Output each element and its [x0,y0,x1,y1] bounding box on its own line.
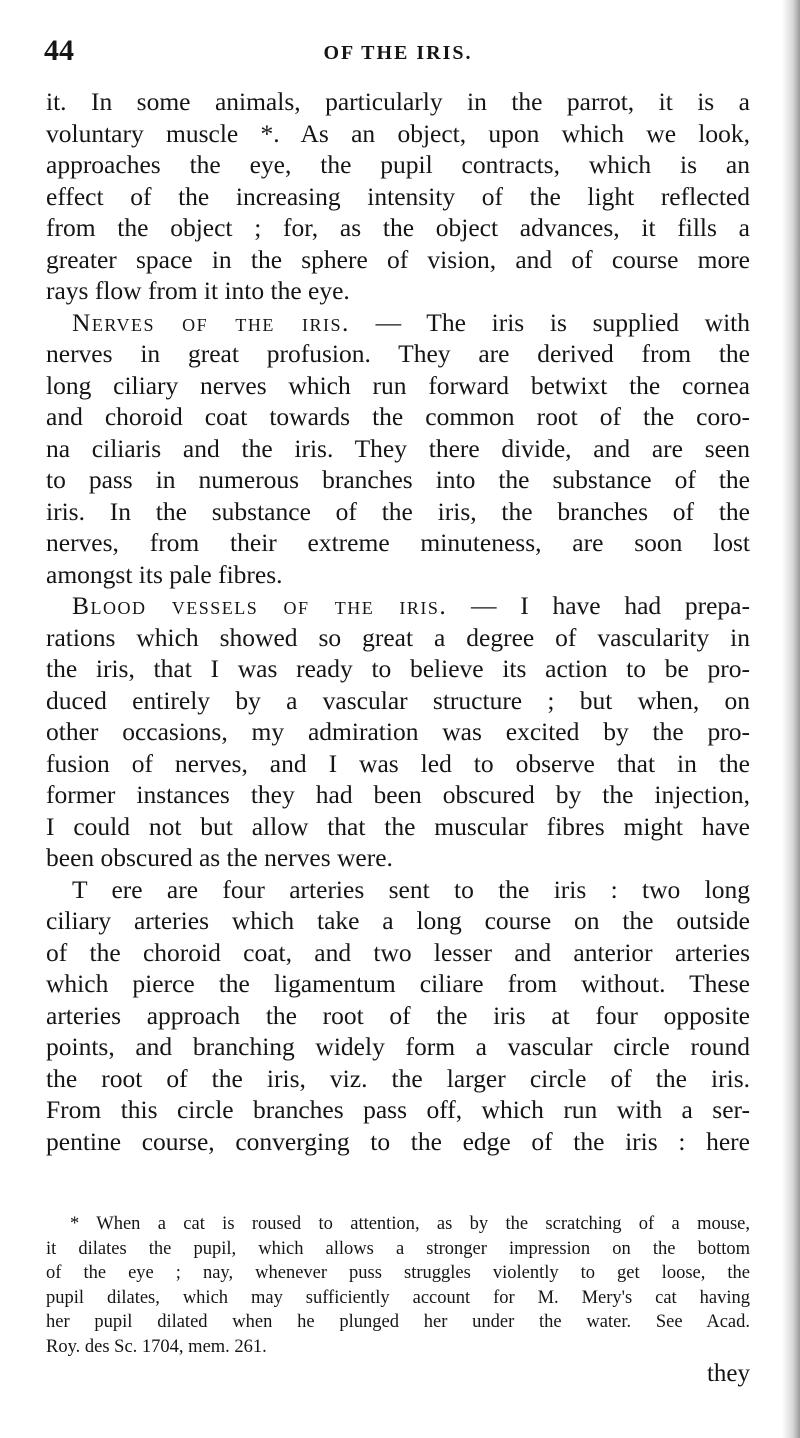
catchword: they [706,1360,750,1387]
running-head: OF THE IRIS. [323,42,473,64]
text-line: iris. In the substance of the iris, the branches of the [46,496,750,526]
text-line: pentine course, converging to the edge of the iris : here [46,1126,750,1156]
text-line: other occasions, my admiration was excited by the pro- [46,717,750,746]
text-line: nerves in great profusion. They are derived from the [46,339,750,368]
text-line: which pierce the ligamentum ciliare from without. These [46,969,750,998]
text-line: greater space in the sphere of vision, and of course more [46,244,750,274]
text-line: from the object ; for, as the object advances, it fills a [46,213,750,242]
text-line: the root of the iris, viz. the larger circle of the iris. [46,1063,750,1093]
text-line: of the choroid coat, and two lesser and anterior arteries [46,937,750,967]
text-line: to pass in numerous branches into the substance of the [46,465,750,494]
line-text: — I have had prepa- [447,591,750,620]
text-line: T ere are four arteries sent to the iris : two long [72,874,750,904]
text-line: former instances they had been obscured by the injection, [46,780,750,809]
section-heading: Nerves of the iris. [72,307,350,337]
page-number: 44 [44,34,74,67]
text-line: been obscured as the nerves were. [46,843,393,872]
text-line: nerves, from their extreme minuteness, are soon lost [46,528,750,557]
text-line: points, and branching widely form a vascular circle round [46,1032,750,1061]
text-line: ciliary arteries which take a long course on the outside [46,906,750,935]
section-heading: Blood vessels of the iris. [72,591,448,620]
footnote-line: her pupil dilated when he plunged her under the water. See Acad. [46,1312,750,1332]
text-line: the iris, that I was ready to believe its action to be pro- [46,654,750,683]
text-line: amongst its pale fibres. [46,559,283,589]
footnote-line: Roy. des Sc. 1704, mem. 261. [46,1336,267,1357]
text-line: fusion of nerves, and I was led to observe that in the [46,748,750,778]
line-text: — The iris is supplied with [349,307,751,337]
text-line [46,307,750,339]
footnote-line: of the eye ; nay, whenever puss struggles violently to get loose, the [46,1263,750,1283]
text-line: rays flow from it into the eye. [46,276,350,305]
text-line: duced entirely by a vascular structure ; but when, on [46,685,750,715]
body-text [46,86,750,1157]
text-line: long ciliary nerves which run forward betwixt the cornea [46,370,750,400]
text-line: effect of the increasing intensity of the light reflected [46,181,750,211]
text-line: approaches the eye, the pupil contracts, which is an [46,150,750,179]
text-line: na ciliaris and the iris. They there divide, and are seen [46,433,750,463]
footnote [46,1212,750,1359]
text-line: arteries approach the root of the iris at four opposite [46,1000,750,1030]
footnote-line: pupil dilates, which may sufficiently account for M. Mery's cat having [46,1287,750,1308]
text-line: I could not but allow that the muscular fibres might have [46,811,750,841]
text-line: and choroid coat towards the common root of the coro- [46,402,750,431]
text-line: rations which showed so great a degree of vascularity in [46,622,750,652]
text-line: From this circle branches pass off, which run with a ser- [46,1095,750,1124]
text-line [46,590,750,622]
text-line: it. In some animals, particularly in the parrot, it is a [46,87,750,116]
page-gutter-shadow [782,0,800,1438]
footnote-line: it dilates the pupil, which allows a stronger impression on the bottom [46,1238,750,1259]
page-header [44,34,752,74]
footnote-line: * When a cat is roused to attention, as by the scratching of a mouse, [70,1214,750,1234]
text-line: voluntary muscle *. As an object, upon which we look, [46,118,750,148]
